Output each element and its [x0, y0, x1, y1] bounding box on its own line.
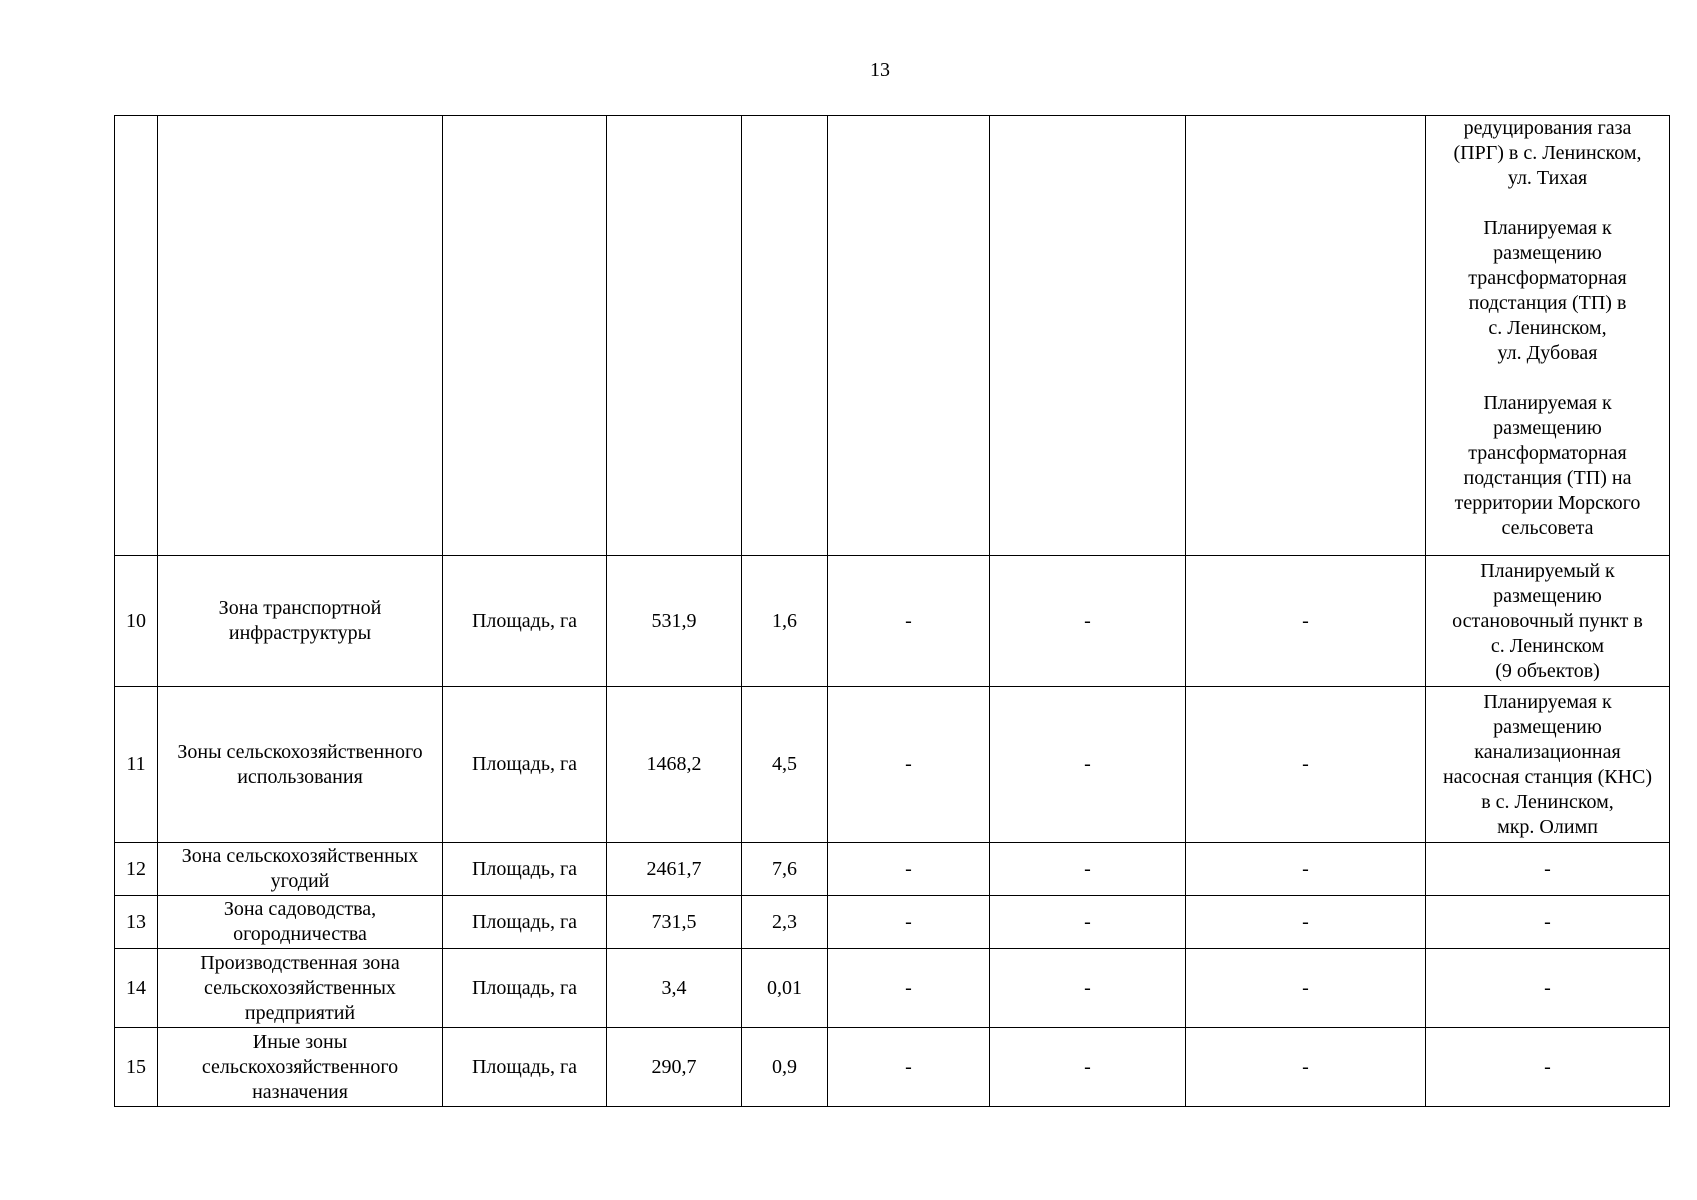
text-line: остановочный пункт в	[1452, 609, 1643, 632]
text-line: назначения	[252, 1080, 348, 1103]
cell-col8: -	[1186, 843, 1426, 896]
text-line: Зона транспортной	[218, 597, 382, 619]
cell-objects	[1426, 556, 1670, 687]
cell-area	[607, 116, 742, 556]
cell-num	[115, 116, 158, 556]
text-line: размещению	[1493, 584, 1602, 607]
cell-area: 3,4	[607, 949, 742, 1028]
cell-zone	[158, 116, 443, 556]
cell-num: 12	[115, 843, 158, 896]
cell-col7: -	[990, 1028, 1186, 1107]
text-line: канализационная	[1474, 740, 1621, 763]
cell-zone	[158, 556, 443, 687]
cell-col7: -	[990, 949, 1186, 1028]
text-line: трансформаторная	[1468, 442, 1627, 464]
cell-objects: -	[1426, 1028, 1670, 1107]
text-line: Планируемая к	[1483, 392, 1612, 414]
object-block	[1428, 116, 1667, 191]
text-line: Планируемый к	[1480, 559, 1615, 582]
text-line: Зоны сельскохозяйственного	[177, 740, 423, 763]
cell-param: Площадь, га	[443, 1028, 607, 1107]
table-row-continuation	[115, 116, 1670, 556]
cell-col7	[990, 116, 1186, 556]
text-line: (9 объектов)	[1495, 659, 1600, 682]
cell-col7: -	[990, 896, 1186, 949]
cell-zone	[158, 949, 443, 1028]
text-line: в с. Ленинском,	[1481, 790, 1614, 813]
cell-area: 290,7	[607, 1028, 742, 1107]
page-number: 13	[870, 59, 890, 81]
cell-col7: -	[990, 843, 1186, 896]
cell-col6: -	[828, 896, 990, 949]
table-row	[115, 687, 1670, 843]
text-line: размещению	[1493, 715, 1602, 738]
text-line: сельсовета	[1501, 517, 1594, 539]
cell-col8: -	[1186, 896, 1426, 949]
cell-objects: -	[1426, 843, 1670, 896]
cell-percent: 4,5	[742, 687, 828, 843]
cell-objects	[1426, 687, 1670, 843]
cell-area: 2461,7	[607, 843, 742, 896]
text-line: предприятий	[244, 1001, 356, 1024]
text-line: сельскохозяйственных	[204, 976, 396, 999]
cell-param: Площадь, га	[443, 896, 607, 949]
text-line: ул. Тихая	[1507, 167, 1588, 189]
text-line: Зона садоводства,	[223, 898, 377, 920]
text-line: огородничества	[233, 923, 367, 945]
cell-zone	[158, 1028, 443, 1107]
text-line: редуцирования газа	[1463, 117, 1632, 139]
cell-param	[443, 116, 607, 556]
cell-area: 1468,2	[607, 687, 742, 843]
cell-col6	[828, 116, 990, 556]
text-line: подстанция (ТП) в	[1468, 292, 1627, 314]
table-row	[115, 1028, 1670, 1107]
cell-col6: -	[828, 949, 990, 1028]
cell-zone	[158, 687, 443, 843]
text-line: с. Ленинском	[1490, 634, 1605, 657]
text-line: ул. Дубовая	[1497, 342, 1598, 364]
text-line: трансформаторная	[1468, 267, 1627, 289]
cell-col8	[1186, 116, 1426, 556]
cell-num: 15	[115, 1028, 158, 1107]
text-line: территории Морского	[1454, 492, 1641, 514]
text-line: Зона сельскохозяйственных	[181, 845, 419, 867]
cell-percent: 7,6	[742, 843, 828, 896]
cell-col8: -	[1186, 1028, 1426, 1107]
cell-num: 10	[115, 556, 158, 687]
text-line: размещению	[1493, 417, 1602, 439]
text-line: (ПРГ) в с. Ленинском,	[1453, 142, 1642, 164]
text-line: мкр. Олимп	[1497, 815, 1598, 838]
cell-percent: 1,6	[742, 556, 828, 687]
text-line: угодий	[270, 870, 330, 892]
cell-objects: -	[1426, 896, 1670, 949]
cell-col6: -	[828, 843, 990, 896]
cell-zone	[158, 843, 443, 896]
cell-col6: -	[828, 556, 990, 687]
cell-col6: -	[828, 687, 990, 843]
cell-zone	[158, 896, 443, 949]
text-line: Планируемая к	[1483, 217, 1612, 239]
cell-col8: -	[1186, 556, 1426, 687]
object-block	[1428, 216, 1667, 366]
text-line: сельскохозяйственного	[201, 1055, 399, 1078]
cell-col8: -	[1186, 949, 1426, 1028]
table-row	[115, 949, 1670, 1028]
table-row	[115, 556, 1670, 687]
text-line: Производственная зона	[200, 951, 400, 974]
object-block	[1428, 391, 1667, 541]
text-line: размещению	[1493, 242, 1602, 264]
cell-area: 531,9	[607, 556, 742, 687]
cell-num: 11	[115, 687, 158, 843]
cell-objects	[1426, 116, 1670, 556]
cell-param: Площадь, га	[443, 843, 607, 896]
cell-param: Площадь, га	[443, 949, 607, 1028]
text-line: подстанция (ТП) на	[1463, 467, 1632, 489]
cell-percent: 0,01	[742, 949, 828, 1028]
text-line: Иные зоны	[252, 1030, 348, 1053]
cell-col7: -	[990, 687, 1186, 843]
text-line: Планируемая к	[1483, 690, 1612, 713]
cell-num: 14	[115, 949, 158, 1028]
cell-num: 13	[115, 896, 158, 949]
text-line: использования	[237, 765, 363, 788]
cell-percent: 0,9	[742, 1028, 828, 1107]
cell-percent	[742, 116, 828, 556]
cell-percent: 2,3	[742, 896, 828, 949]
cell-param: Площадь, га	[443, 556, 607, 687]
zones-table	[114, 115, 1670, 1107]
text-line: инфраструктуры	[228, 622, 372, 644]
cell-col6: -	[828, 1028, 990, 1107]
cell-col7: -	[990, 556, 1186, 687]
table-row	[115, 896, 1670, 949]
text-line: насосная станция (КНС)	[1442, 765, 1653, 788]
text-line: с. Ленинском,	[1488, 317, 1607, 339]
cell-col8: -	[1186, 687, 1426, 843]
table-row	[115, 843, 1670, 896]
cell-param: Площадь, га	[443, 687, 607, 843]
cell-objects: -	[1426, 949, 1670, 1028]
cell-area: 731,5	[607, 896, 742, 949]
